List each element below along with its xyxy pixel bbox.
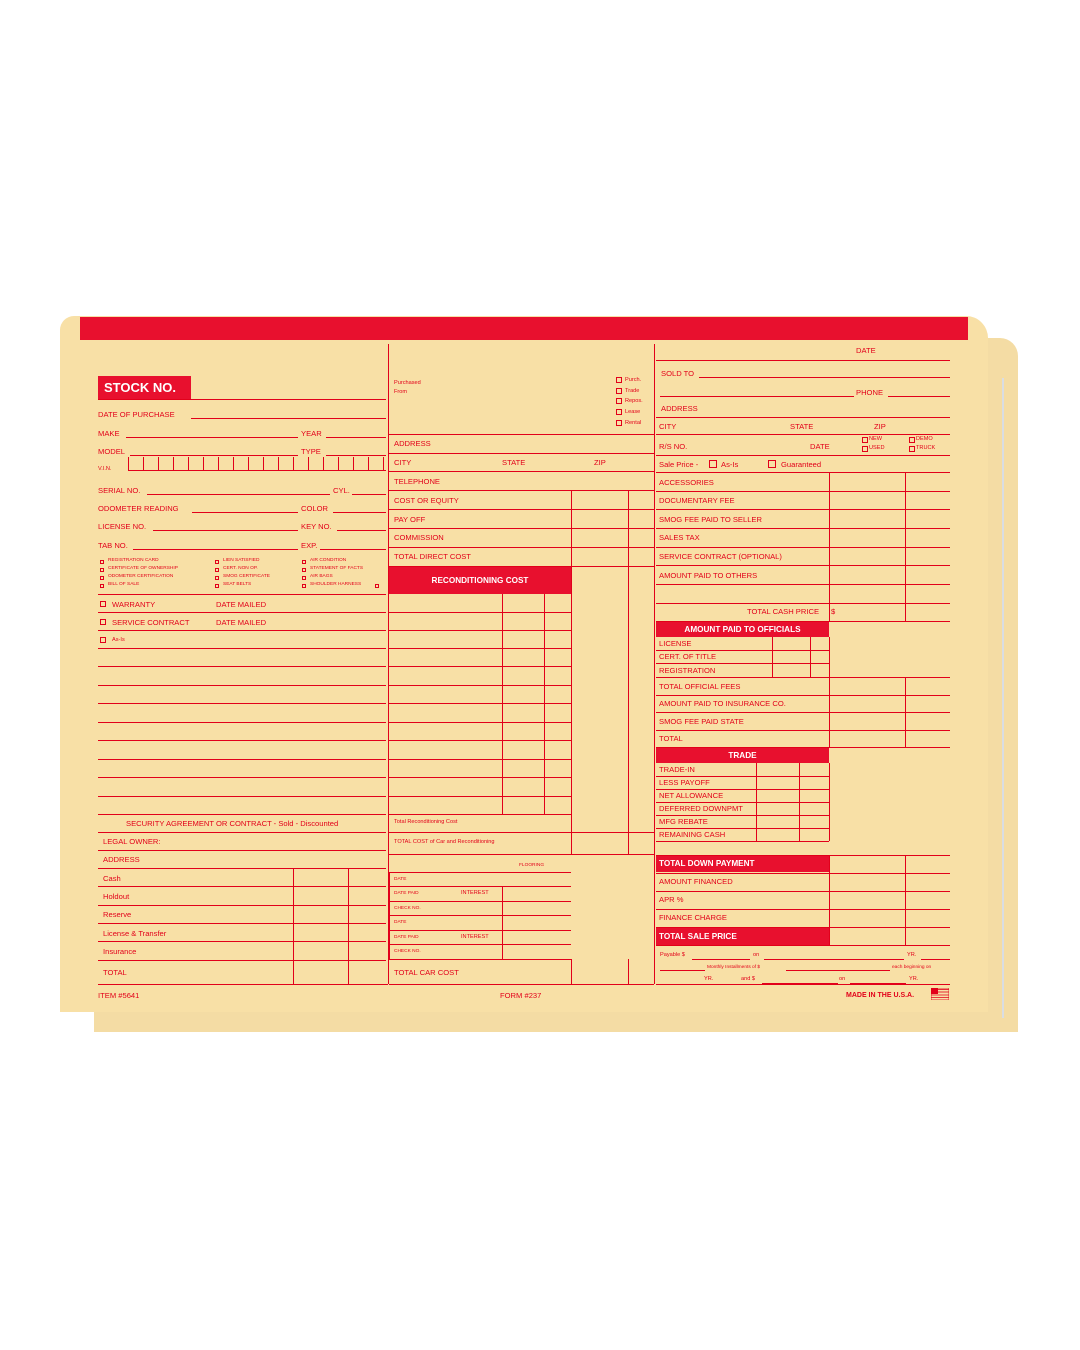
divider [656, 828, 829, 829]
sold-to-field[interactable] [699, 377, 950, 378]
rs-date-label: DATE [810, 442, 830, 451]
divider [98, 886, 386, 887]
yr-label-3: YR. [909, 976, 919, 982]
divider [656, 984, 950, 985]
divider [389, 547, 654, 548]
installments-amount-field[interactable] [786, 970, 890, 971]
right-total-label: TOTAL [659, 734, 683, 743]
divider [389, 509, 654, 510]
stock-number-label: STOCK NO. [98, 376, 191, 399]
divider [656, 360, 950, 361]
divider [389, 901, 571, 902]
air-condition-checkbox[interactable] [302, 560, 306, 564]
ruled-line[interactable] [98, 666, 386, 667]
net-allowance-label: NET ALLOWANCE [659, 791, 724, 800]
divider [98, 630, 386, 631]
method-purch: Purch. [625, 377, 642, 383]
license-no-label: LICENSE NO. [98, 522, 147, 531]
as-is-label: As-Is [112, 637, 125, 643]
checklist-item: SHOULDER HARNESS [310, 582, 362, 587]
total-official-fees-label: TOTAL OFFICIAL FEES [659, 682, 741, 691]
divider [389, 528, 654, 529]
year-field[interactable] [326, 437, 386, 438]
grid-line [502, 886, 503, 959]
grid-line [544, 594, 545, 814]
grid-line [772, 637, 773, 677]
exp-label: EXP. [301, 541, 318, 550]
bill-of-sale-checkbox[interactable] [100, 584, 104, 588]
smog-fee-seller-label: SMOG FEE PAID TO SELLER [659, 515, 762, 524]
method-lease: Lease [625, 409, 641, 415]
divider [98, 832, 386, 833]
each-beginning-label: each beginning on [892, 965, 932, 970]
payable-on-label: on [753, 952, 760, 958]
commission-label: COMMISSION [394, 533, 444, 542]
right-date-label: DATE [856, 346, 876, 355]
checklist-item: SMOG CERTIFICATE [223, 574, 270, 579]
reconditioning-cost-header: RECONDITIONING COST [389, 567, 571, 594]
folder-front [60, 316, 988, 1012]
used-label: USED [869, 445, 885, 451]
seat-belts-checkbox[interactable] [215, 584, 219, 588]
date-paid-label-2: DATE PAID [394, 935, 419, 940]
divider [389, 984, 654, 985]
guaranteed-checkbox[interactable] [768, 460, 776, 468]
purch-checkbox[interactable] [616, 377, 622, 383]
divider [389, 854, 654, 855]
service-contract-checkbox[interactable] [100, 619, 106, 625]
mid-address-label: ADDRESS [394, 439, 431, 448]
less-payoff-label: LESS PAYOFF [659, 778, 710, 787]
ruled-line[interactable] [98, 722, 386, 723]
grid-line [571, 566, 572, 854]
divider [389, 832, 654, 833]
cert-non-op-checkbox[interactable] [215, 568, 219, 572]
shoulder-harness-checkbox-left[interactable] [302, 584, 306, 588]
grid-line [905, 677, 906, 747]
yr-label-2: YR. [704, 976, 714, 982]
top-red-band [80, 317, 968, 340]
statement-of-facts-checkbox[interactable] [302, 568, 306, 572]
ruled-line[interactable] [98, 777, 386, 778]
mid-state-label: STATE [502, 458, 526, 467]
odometer-label: ODOMETER READING [98, 504, 179, 513]
trade-header: TRADE [656, 748, 829, 763]
sales-tax-label: SALES TAX [659, 533, 700, 542]
total-cost-car-recon-label: TOTAL COST of Car and Reconditioning [394, 839, 495, 845]
service-contract-label: SERVICE CONTRACT [112, 618, 190, 627]
tab-no-field[interactable] [133, 549, 298, 550]
license-no-field[interactable] [153, 530, 298, 531]
finance-charge-label: FINANCE CHARGE [659, 913, 727, 922]
divider [389, 872, 571, 873]
cyl-label: CYL. [333, 486, 350, 495]
total-sale-price-header: TOTAL SALE PRICE [656, 928, 829, 945]
grid-line [389, 872, 390, 959]
sold-to-label: SOLD TO [661, 369, 695, 378]
lien-satisfied-checkbox[interactable] [215, 560, 219, 564]
date-paid-label: DATE PAID [394, 891, 419, 896]
odometer-certification-checkbox[interactable] [100, 576, 104, 580]
left-total-label: TOTAL [103, 968, 127, 977]
legal-owner-address-label: ADDRESS [103, 855, 140, 864]
ruled-line[interactable] [98, 703, 386, 704]
checklist-item: CERT. NON OP. [223, 566, 258, 571]
method-rental: Rental [625, 420, 642, 426]
grid-line [829, 637, 830, 677]
right-state-label: STATE [790, 422, 814, 431]
divider [389, 490, 654, 491]
payable-on-field[interactable] [764, 959, 904, 960]
divider [656, 841, 829, 842]
accessories-label: ACCESSORIES [659, 478, 714, 487]
as-is-checkbox[interactable] [100, 637, 106, 643]
total-cash-price-dollar: $ [831, 607, 836, 616]
item-number: ITEM #5641 [98, 991, 140, 1000]
demo-checkbox[interactable] [909, 437, 915, 443]
key-no-field[interactable] [337, 530, 386, 531]
divider [656, 802, 829, 803]
sale-as-is-checkbox[interactable] [709, 460, 717, 468]
phone-label: PHONE [856, 388, 884, 397]
make-label: MAKE [98, 429, 120, 438]
insurance-co-label: AMOUNT PAID TO INSURANCE CO. [659, 699, 786, 708]
license-transfer-label: License & Transfer [103, 929, 167, 938]
interest-label-2: INTEREST [461, 934, 489, 940]
flooring-label: FLOORING [519, 863, 545, 868]
divider [656, 776, 829, 777]
ruled-line[interactable] [98, 759, 386, 760]
checklist-item: AIR CONDITION [310, 558, 347, 563]
date-of-purchase-label: DATE OF PURCHASE [98, 410, 175, 419]
deferred-downpmt-label: DEFERRED DOWNPMT [659, 804, 743, 813]
divider [389, 886, 571, 887]
grid-line [799, 763, 800, 841]
exp-field[interactable] [320, 549, 386, 550]
divider [656, 417, 950, 418]
interest-label: INTEREST [461, 890, 489, 896]
date-of-purchase-field[interactable] [191, 418, 386, 419]
service-contract-optional-label: SERVICE CONTRACT (OPTIONAL) [659, 552, 782, 561]
insurance-label: Insurance [103, 947, 137, 956]
model-field[interactable] [130, 455, 298, 456]
sale-as-is-label: As-Is [721, 460, 739, 469]
year-label: YEAR [301, 429, 322, 438]
official-license-label: LICENSE [659, 639, 692, 648]
amount-financed-label: AMOUNT FINANCED [659, 877, 733, 886]
documentary-fee-label: DOCUMENTARY FEE [659, 496, 735, 505]
officials-header: AMOUNT PAID TO OFFICIALS [656, 622, 829, 637]
sold-to-line-2[interactable] [660, 396, 854, 397]
serial-no-label: SERIAL NO. [98, 486, 141, 495]
telephone-label: TELEPHONE [394, 477, 440, 486]
check-no-label-2: CHECK NO. [394, 949, 421, 954]
vin-label: V.I.N. [98, 466, 112, 472]
divider [656, 789, 829, 790]
divider [389, 434, 654, 435]
holdout-label: Holdout [103, 892, 130, 901]
divider [98, 941, 386, 942]
phone-field[interactable] [888, 396, 950, 397]
grid-line [571, 959, 572, 984]
checklist-item: ODOMETER CERTIFICATION [108, 574, 174, 579]
security-agreement-label: SECURITY AGREEMENT OR CONTRACT - Sold - Discounted [126, 819, 339, 828]
rs-no-label: R/S NO. [659, 442, 688, 451]
rental-checkbox[interactable] [616, 420, 622, 426]
divider [98, 868, 386, 869]
divider [389, 930, 571, 931]
checklist-item: BILL OF SALE [108, 582, 140, 587]
trade-checkbox[interactable] [616, 388, 622, 394]
right-address-label: ADDRESS [661, 404, 698, 413]
amount-paid-others-label: AMOUNT PAID TO OTHERS [659, 571, 758, 580]
divider [656, 663, 829, 664]
grid-line [571, 490, 572, 566]
cyl-field[interactable] [352, 494, 386, 495]
truck-label: TRUCK [916, 445, 936, 451]
color-field[interactable] [333, 512, 386, 513]
payable-label: Payable $ [660, 952, 685, 958]
truck-checkbox[interactable] [909, 446, 915, 452]
grid-line [293, 868, 294, 984]
total-down-payment-header: TOTAL DOWN PAYMENT [656, 856, 829, 872]
certificate-of-ownership-checkbox[interactable] [100, 568, 104, 572]
grid-line [829, 677, 830, 747]
vin-boxes[interactable] [128, 457, 386, 471]
grid-line [829, 855, 830, 945]
type-field[interactable] [326, 455, 386, 456]
total-cash-price-label: TOTAL CASH PRICE [747, 607, 820, 616]
sale-price-label: Sale Price - [659, 460, 699, 469]
smog-fee-state-label: SMOG FEE PAID STATE [659, 717, 744, 726]
checklist-item: REGISTRATION CARD [108, 558, 159, 563]
checklist-item: AIR BAGS [310, 574, 333, 579]
warranty-label: WARRANTY [112, 600, 156, 609]
flooring-date-label: DATE [394, 877, 407, 882]
divider [389, 915, 571, 916]
cost-or-equity-label: COST OR EQUITY [394, 496, 459, 505]
new-checkbox[interactable] [862, 437, 868, 443]
form-number: FORM #237 [500, 991, 542, 1000]
divider [656, 815, 829, 816]
divider [389, 959, 571, 960]
divider [98, 960, 386, 961]
ruled-line[interactable] [98, 740, 386, 741]
total-car-cost-label: TOTAL CAR COST [394, 968, 459, 977]
back-folder-edge [1002, 378, 1004, 1018]
grid-line [628, 959, 629, 984]
grid-line [348, 868, 349, 984]
used-checkbox[interactable] [862, 446, 868, 452]
divider [98, 905, 386, 906]
right-city-label: CITY [659, 422, 677, 431]
and-label: and $ [741, 976, 755, 982]
legal-owner-label: LEGAL OWNER: [103, 837, 161, 846]
demo-label: DEMO [916, 436, 933, 442]
method-repos: Repos. [625, 398, 643, 404]
mfg-rebate-label: MFG REBATE [659, 817, 708, 826]
ruled-line[interactable] [98, 796, 386, 797]
divider [656, 650, 829, 651]
grid-line [810, 637, 811, 677]
divider [656, 434, 950, 435]
monthly-installments-label: Monthly Installments of $ [707, 965, 761, 970]
on-label-2: on [839, 976, 846, 982]
recon-row[interactable] [389, 814, 571, 815]
divider [98, 850, 386, 851]
divider [98, 594, 386, 595]
purchased-label: Purchased [394, 380, 421, 386]
checklist-item: SEAT BELTS [223, 582, 252, 587]
us-flag-icon [931, 988, 949, 1000]
official-registration-label: REGISTRATION [659, 666, 716, 675]
make-field[interactable] [126, 437, 298, 438]
ruled-line[interactable] [98, 814, 386, 815]
check-no-label: CHECK NO. [394, 906, 421, 911]
registration-card-checkbox[interactable] [100, 560, 104, 564]
reserve-label: Reserve [103, 910, 132, 919]
grid-line [628, 490, 629, 566]
grid-line [756, 763, 757, 841]
pay-off-label: PAY OFF [394, 515, 426, 524]
total-direct-cost-label: TOTAL DIRECT COST [394, 552, 471, 561]
checklist-item: STATEMENT OF FACTS [310, 566, 364, 571]
grid-line [829, 763, 830, 841]
repos-checkbox[interactable] [616, 398, 622, 404]
column-divider-right [654, 344, 655, 984]
official-cert-title-label: CERT. OF TITLE [659, 652, 717, 661]
ruled-line[interactable] [98, 648, 386, 649]
payable-yr-label: YR. [907, 952, 917, 958]
odometer-field[interactable] [192, 512, 298, 513]
smog-certificate-checkbox[interactable] [215, 576, 219, 580]
model-label: MODEL [98, 447, 126, 456]
grid-line [905, 855, 906, 945]
checklist-item: CERTIFICATE OF OWNERSHIP [108, 566, 178, 571]
divider [98, 923, 386, 924]
total-reconditioning-label: Total Reconditioning Cost [394, 819, 458, 825]
divider [656, 455, 950, 456]
divider [389, 453, 654, 454]
ruled-line[interactable] [98, 685, 386, 686]
flooring-date-label-2: DATE [394, 920, 407, 925]
grid-line [628, 566, 629, 854]
key-no-label: KEY NO. [301, 522, 332, 531]
warranty-checkbox[interactable] [100, 601, 106, 607]
mid-zip-label: ZIP [594, 458, 606, 467]
made-in-usa-label: MADE IN THE U.S.A. [846, 992, 915, 999]
color-label: COLOR [301, 504, 329, 513]
installments-count-field[interactable] [660, 970, 705, 971]
remaining-cash-label: REMAINING CASH [659, 830, 726, 839]
cash-label: Cash [103, 874, 121, 883]
divider [98, 984, 388, 985]
type-label: TYPE [301, 447, 321, 456]
trade-in-label: TRADE-IN [659, 765, 695, 774]
guaranteed-label: Guaranteed [781, 460, 822, 469]
right-zip-label: ZIP [874, 422, 886, 431]
divider [656, 945, 950, 946]
grid-line [502, 594, 503, 814]
serial-no-field[interactable] [147, 494, 330, 495]
apr-label: APR % [659, 895, 684, 904]
payable-field[interactable] [692, 959, 750, 960]
date-mailed-label: DATE MAILED [216, 600, 267, 609]
tab-no-label: TAB NO. [98, 541, 128, 550]
new-label: NEW [869, 436, 883, 442]
divider [389, 944, 571, 945]
lease-checkbox[interactable] [616, 409, 622, 415]
mid-city-label: CITY [394, 458, 412, 467]
grid-line [905, 472, 906, 621]
shoulder-harness-checkbox-right[interactable] [375, 584, 379, 588]
divider [389, 471, 654, 472]
date-mailed-label-2: DATE MAILED [216, 618, 267, 627]
method-trade: Trade [625, 388, 640, 394]
from-label: From [394, 389, 408, 395]
divider [98, 612, 386, 613]
stock-underline [98, 399, 386, 400]
payable-yr-field[interactable] [921, 959, 950, 960]
air-bags-checkbox[interactable] [302, 576, 306, 580]
grid-line [829, 472, 830, 621]
checklist-item: LIEN SATISFIED [223, 558, 260, 563]
